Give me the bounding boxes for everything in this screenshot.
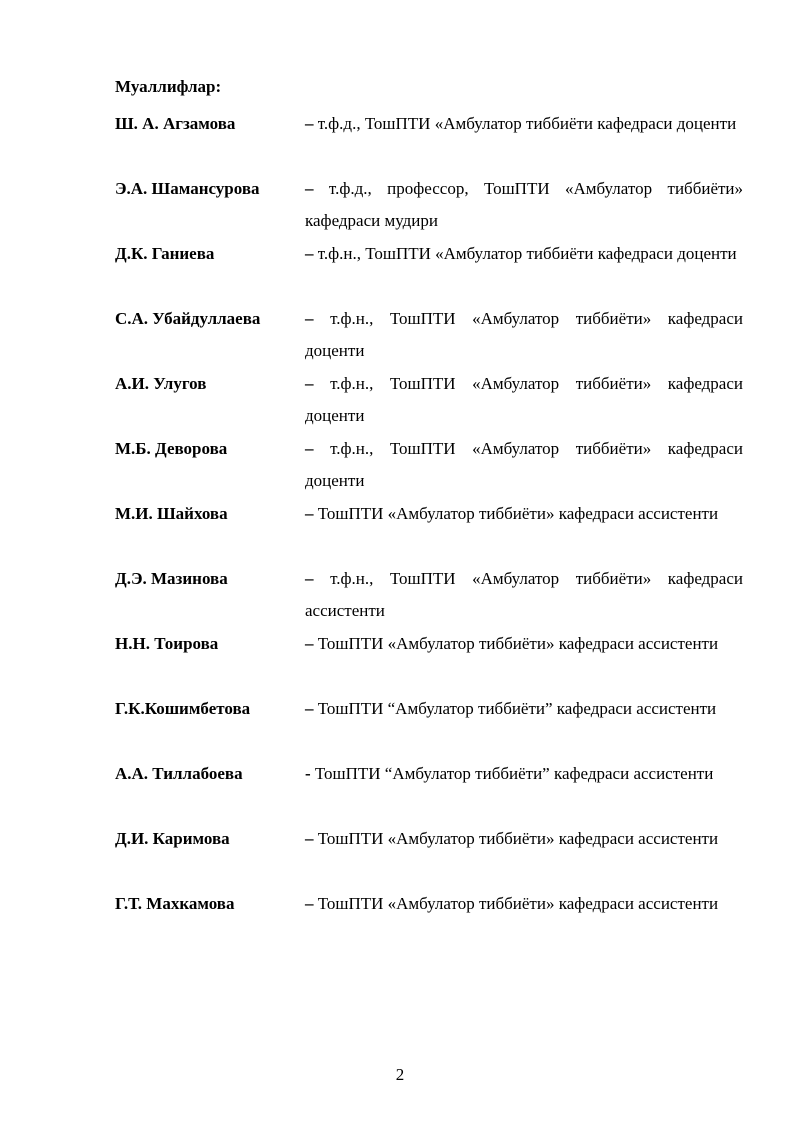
author-row [115,368,743,433]
author-description [305,758,743,823]
author-row [115,303,743,368]
author-row [115,108,743,173]
author-description [305,368,743,433]
dash: – [305,504,314,523]
dash: – [305,374,314,393]
author-description [305,888,743,953]
author-position: ТошПТИ “Амбулатор тиббиёти” кафедраси ассистенти [314,764,714,783]
dash: – [305,244,314,263]
dash: - [305,764,311,783]
dash: – [305,569,314,588]
author-position: т.ф.н., ТошПТИ «Амбулатор тиббиёти» кафедраси доценти [305,439,743,490]
author-description [305,693,743,758]
author-name: Ш. А. Агзамова [115,114,236,133]
page-number: 2 [395,1065,405,1084]
dash: – [305,439,314,458]
author-name: А.И. Улугов [115,374,207,393]
author-name: А.А. Тиллабоева [115,764,243,783]
author-description [305,108,743,173]
author-position: т.ф.д., ТошПТИ «Амбулатор тиббиёти кафедраси доценти [317,114,737,133]
author-name: Д.К. Ганиева [115,244,215,263]
author-position: т.ф.н., ТошПТИ «Амбулатор тиббиёти» кафедраси ассистенти [305,569,743,620]
author-position: ТошПТИ “Амбулатор тиббиёти” кафедраси ассистенти [317,699,717,718]
author-name: Г.Т. Махкамова [115,894,235,913]
author-row [115,823,743,888]
dash: – [305,179,314,198]
author-list [115,108,743,953]
author-name: М.И. Шайхова [115,504,228,523]
author-position: ТошПТИ «Амбулатор тиббиёти» кафедраси ассистенти [317,894,719,913]
author-position: ТошПТИ «Амбулатор тиббиёти» кафедраси ассистенти [317,504,719,523]
author-name: М.Б. Деворова [115,439,228,458]
author-description [305,238,743,303]
author-row [115,628,743,693]
author-position: т.ф.н., ТошПТИ «Амбулатор тиббиёти» кафедраси доценти [305,309,743,360]
authors-heading: Муаллифлар: [115,77,222,96]
author-name: Э.А. Шамансурова [115,179,260,198]
author-row [115,173,743,238]
author-name: Д.И. Каримова [115,829,230,848]
author-row [115,888,743,953]
author-position: ТошПТИ «Амбулатор тиббиёти» кафедраси ассистенти [317,829,719,848]
author-position: т.ф.н., ТошПТИ «Амбулатор тиббиёти кафедраси доценти [317,244,737,263]
author-description [305,498,743,563]
author-description [305,433,743,498]
author-name: Н.Н. Тоирова [115,634,219,653]
author-row [115,563,743,628]
author-row [115,498,743,563]
author-name: Г.К.Кошимбетова [115,699,251,718]
dash: – [305,699,314,718]
author-name: Д.Э. Мазинова [115,569,228,588]
author-name: С.А. Убайдуллаева [115,309,261,328]
author-row [115,693,743,758]
author-description [305,563,743,628]
dash: – [305,114,314,133]
author-description [305,173,743,238]
dash: – [305,309,314,328]
author-row [115,758,743,823]
author-row [115,238,743,303]
author-description [305,628,743,693]
author-position: т.ф.н., ТошПТИ «Амбулатор тиббиёти» кафедраси доценти [305,374,743,425]
author-row [115,433,743,498]
dash: – [305,829,314,848]
author-position: ТошПТИ «Амбулатор тиббиёти» кафедраси ассистенти [317,634,719,653]
dash: – [305,894,314,913]
author-description [305,303,743,368]
author-position: т.ф.д., профессор, ТошПТИ «Амбулатор тиббиёти» кафедраси мудири [305,179,744,230]
author-description [305,823,743,888]
dash: – [305,634,314,653]
